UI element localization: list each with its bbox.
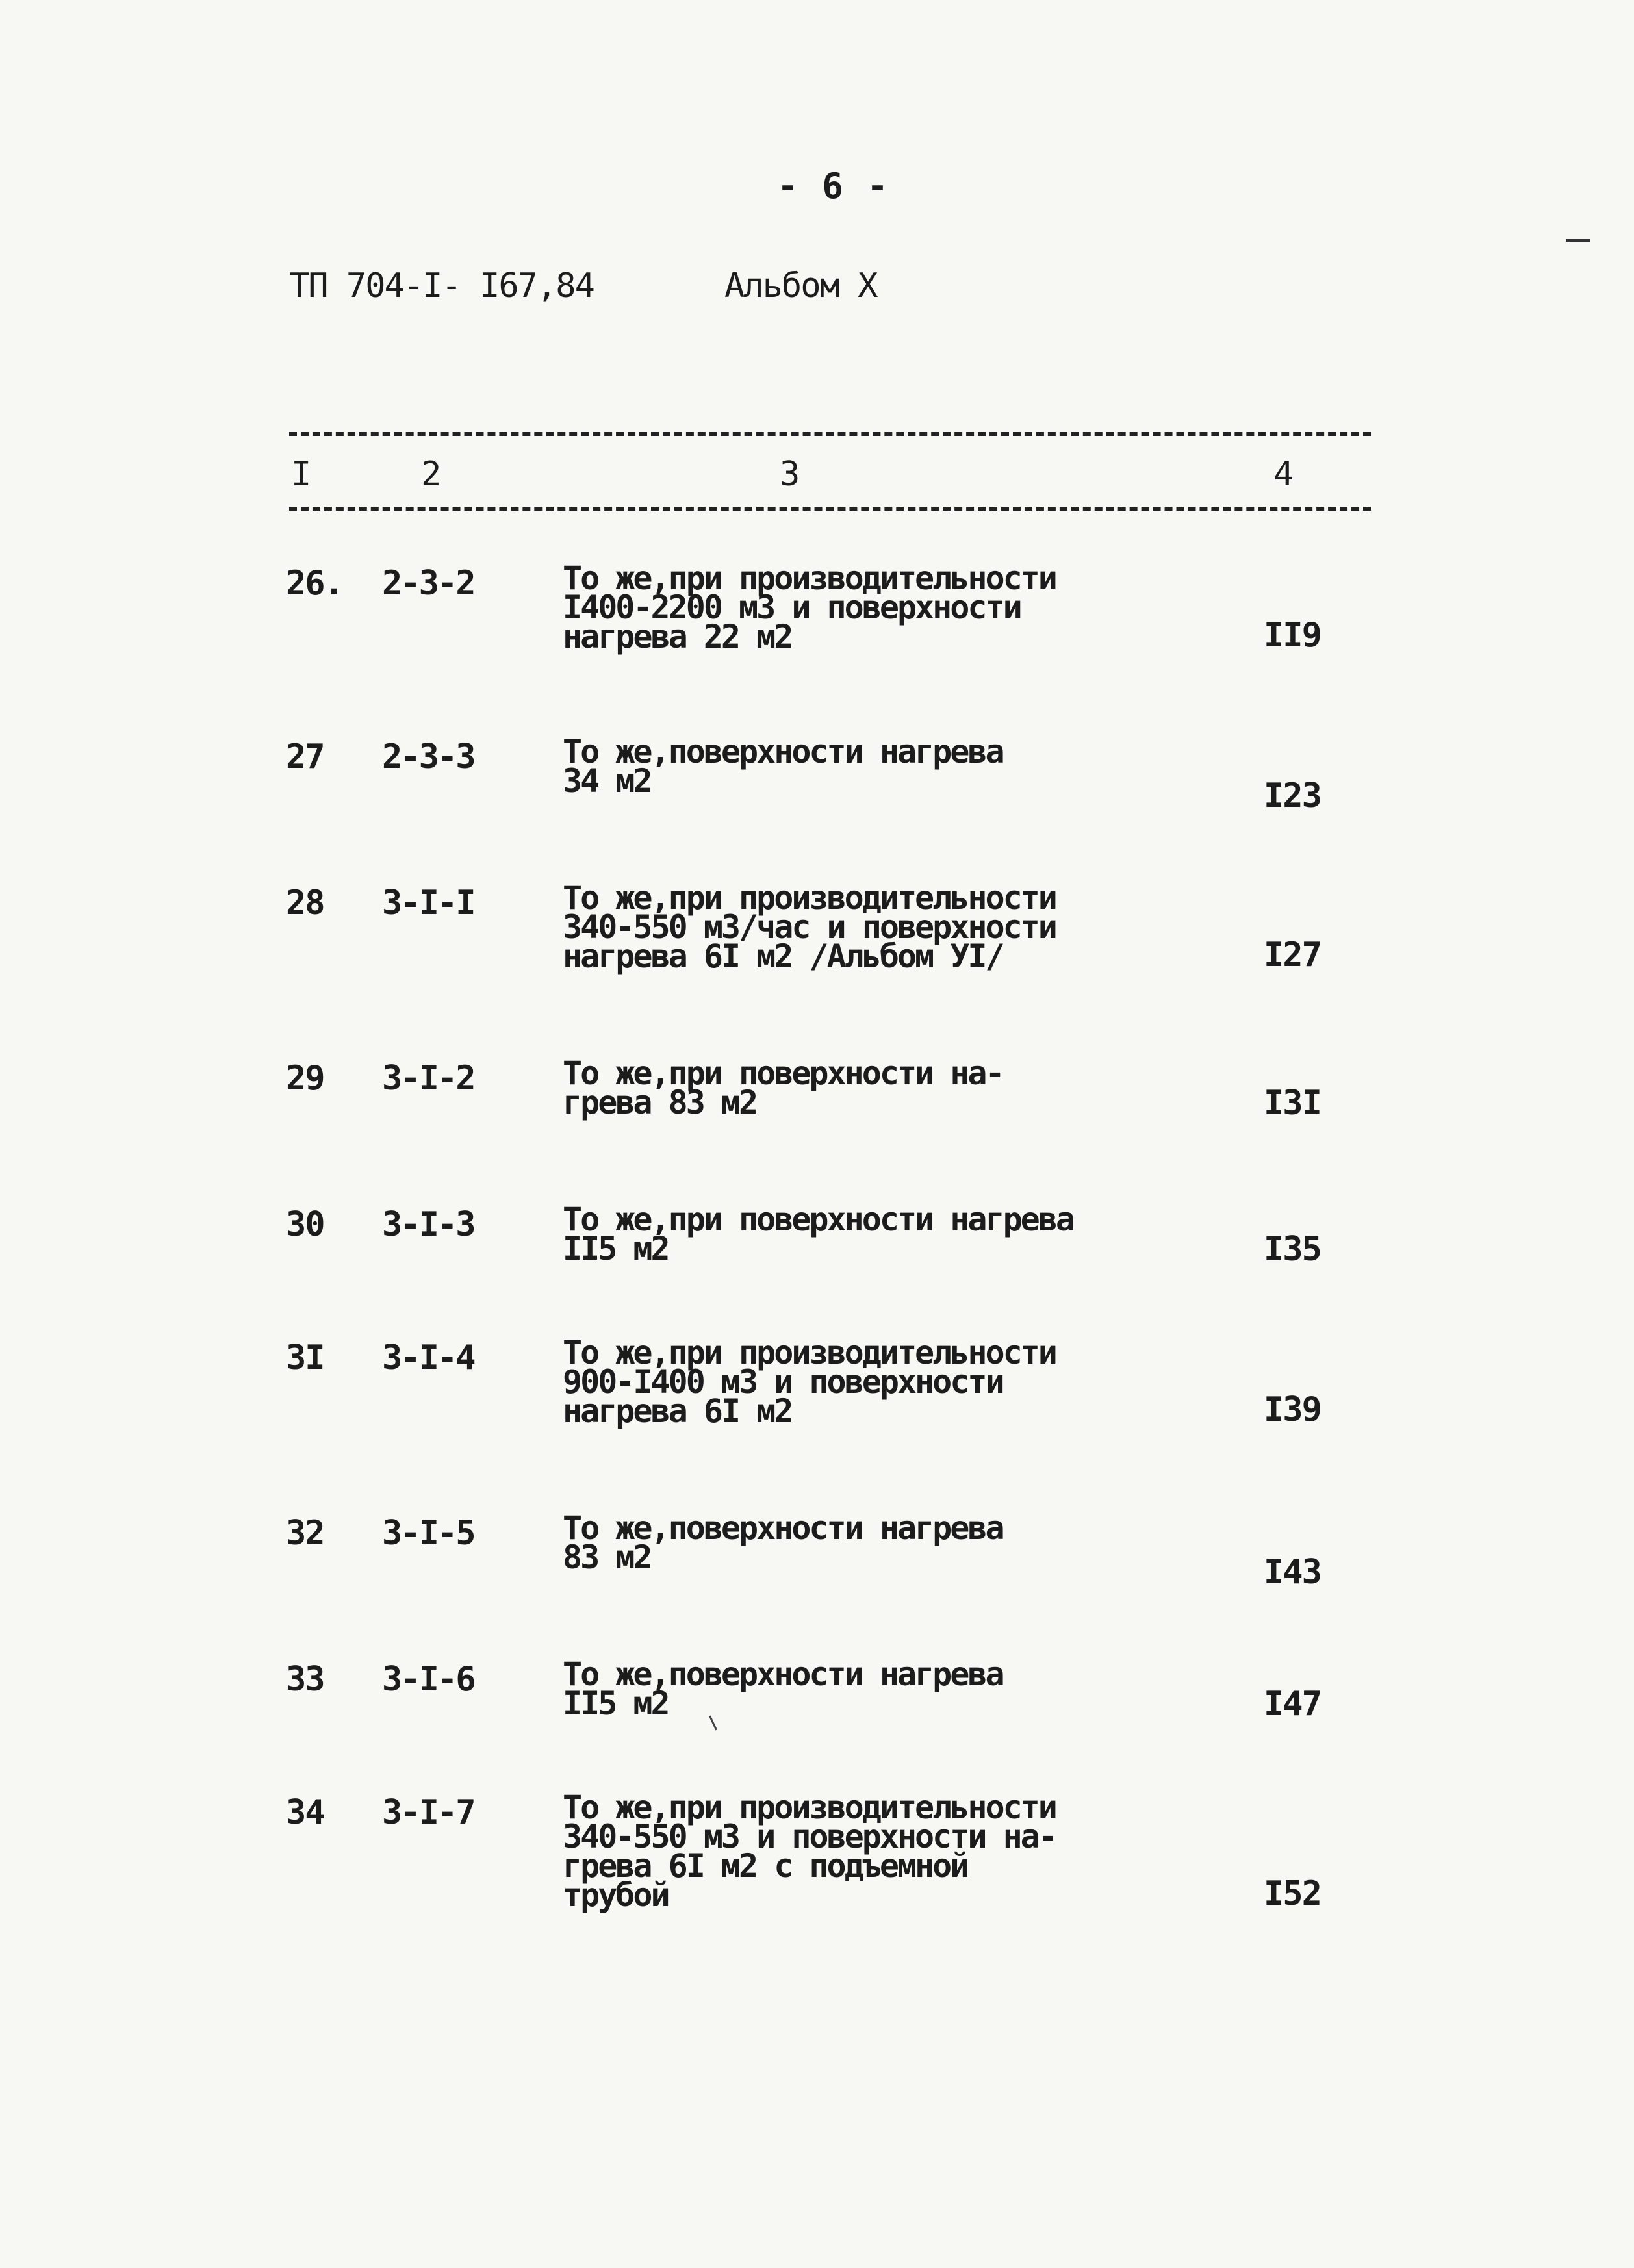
description-line: 34 м2: [563, 762, 651, 800]
row-code: 3-I-3: [382, 1205, 474, 1244]
table-column-header-4: 4: [1273, 455, 1294, 494]
row-description: [563, 1201, 1147, 1268]
description-line: То же,поверхности нагрева: [563, 1655, 1003, 1693]
description-line: I400-2200 м3 и поверхности: [563, 589, 1021, 626]
description-line: грева 6I м2 с подъемной: [563, 1847, 968, 1885]
description-line: То же,при производительности: [563, 879, 1056, 917]
row-page: I52: [1264, 1874, 1321, 1913]
row-code: 3-I-6: [382, 1660, 474, 1699]
row-code: 2-3-2: [382, 564, 474, 603]
row-page: I47: [1264, 1685, 1321, 1724]
row-number: 34: [286, 1793, 324, 1832]
row-code: 3-I-4: [382, 1338, 474, 1377]
row-number: 33: [286, 1660, 324, 1699]
description-line: II5 м2: [563, 1230, 669, 1268]
description-line: То же,поверхности нагрева: [563, 1509, 1003, 1547]
description-line: 340-550 м3/час и поверхности: [563, 908, 1056, 946]
description-line: То же,при производительности: [563, 1334, 1056, 1371]
table-column-header-1: I: [291, 455, 312, 494]
description-line: 83 м2: [563, 1538, 651, 1576]
table-header-top-rule: [289, 432, 1371, 436]
row-page: I23: [1264, 776, 1321, 815]
row-description: [563, 1655, 1147, 1722]
row-code: 3-I-7: [382, 1793, 474, 1832]
doc-code: ТП 704-I- I67,84: [289, 266, 594, 305]
row-number: 26.: [286, 564, 343, 603]
row-page: I3I: [1264, 1084, 1321, 1123]
row-number: 29: [286, 1059, 324, 1098]
description-line: То же,при поверхности нагрева: [563, 1201, 1073, 1238]
row-code: 2-3-3: [382, 737, 474, 776]
row-page: I39: [1264, 1390, 1321, 1429]
row-number: 28: [286, 884, 324, 923]
row-page: II9: [1264, 616, 1321, 655]
description-line: То же,поверхности нагрева: [563, 733, 1003, 771]
description-line: 340-550 м3 и поверхности на-: [563, 1818, 1056, 1855]
corner-mark: [1566, 239, 1590, 242]
row-number: 32: [286, 1514, 324, 1553]
description-line: трубой: [563, 1876, 669, 1914]
row-code: 3-I-2: [382, 1059, 474, 1098]
row-description: [563, 879, 1147, 975]
row-description: [563, 733, 1147, 800]
table-column-header-3: 3: [780, 455, 800, 494]
row-description: [563, 1054, 1147, 1121]
table-column-header-2: 2: [421, 455, 442, 494]
row-page: I35: [1264, 1230, 1321, 1269]
description-line: То же,при производительности: [563, 559, 1056, 597]
description-line: нагрева 22 м2: [563, 618, 792, 656]
row-code: 3-I-I: [382, 884, 474, 923]
row-page: I27: [1264, 936, 1321, 975]
row-description: [563, 1334, 1147, 1430]
row-number: 3I: [286, 1338, 324, 1377]
table-header-bottom-rule: [289, 507, 1371, 511]
row-page: I43: [1264, 1553, 1321, 1592]
description-line: 900-I400 м3 и поверхности: [563, 1363, 1003, 1401]
row-number: 30: [286, 1205, 324, 1244]
row-description: [563, 1789, 1147, 1914]
row-description: [563, 559, 1147, 656]
description-line: грева 83 м2: [563, 1084, 757, 1121]
row-code: 3-I-5: [382, 1514, 474, 1553]
description-line: нагрева 6I м2 /Альбом УI/: [563, 937, 1003, 975]
description-line: То же,при производительности: [563, 1789, 1056, 1826]
album-label: Альбом X: [724, 266, 877, 305]
row-number: 27: [286, 737, 324, 776]
page-number: - 6 -: [777, 166, 889, 207]
description-line: То же,при поверхности на-: [563, 1054, 1003, 1092]
row-description: [563, 1509, 1147, 1576]
description-line: II5 м2: [563, 1685, 669, 1722]
description-line: нагрева 6I м2: [563, 1392, 792, 1430]
